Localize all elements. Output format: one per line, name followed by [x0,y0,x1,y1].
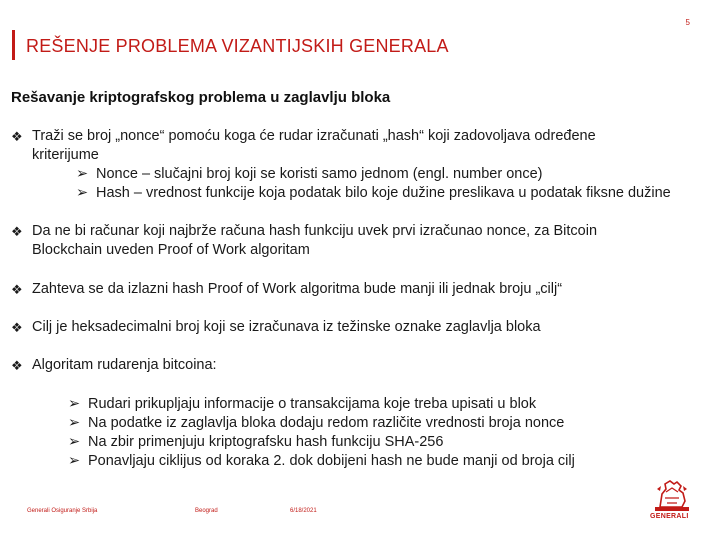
bullet-2-line1: Da ne bi računar koji najbrže računa hash funkciju uvek prvi izračunao nonce, za Bitcoin [32,223,598,239]
bullet-1-sub-2 [76,184,671,203]
sub-arrow-icon: ➢ [76,185,89,201]
page-number: 5 [685,18,690,27]
sub-arrow-icon: ➢ [68,415,81,431]
sub-arrow-icon: ➢ [68,396,81,412]
bullet-4 [11,318,711,337]
bullet-3-line1: Zahteva se da izlazni hash Proof of Work algoritma bude manji ili jednak broju „cilj“ [32,281,563,297]
logo-wordmark: GENERALI [650,513,689,520]
bullet-diamond-icon: ❖ [11,320,23,335]
bullet-4-line1: Cilj je heksadecimalni broj koji se izračunava iz težinske oznake zaglavlja bloka [32,319,541,335]
sub-text: Hash – vrednost funkcije koja podatak bilo koje dužine preslikava u podatak fiksne dužine [96,185,671,201]
bullet-1-line2: kriterijume [32,147,99,163]
footer-city: Beograd [195,508,218,514]
sub-text: Rudari prikupljaju informacije o transakcijama koje treba upisati u blok [88,396,537,412]
slide-title: REŠENJE PROBLEMA VIZANTIJSKIH GENERALA [26,36,449,56]
bullet-5-sub-2 [68,414,564,433]
sub-arrow-icon: ➢ [68,434,81,450]
slide-subtitle: Rešavanje kriptografskog problema u zaglavlju bloka [11,89,391,106]
bullet-5-sub-4 [68,452,575,471]
bullet-1 [11,127,711,165]
bullet-5-sub-3 [68,433,443,452]
bullet-diamond-icon: ❖ [11,224,23,239]
bullet-1-sub-1 [76,165,542,184]
bullet-5 [11,356,711,375]
sub-arrow-icon: ➢ [76,166,89,182]
bullet-diamond-icon: ❖ [11,129,23,144]
sub-text: Na zbir primenjuju kriptografsku hash funkciju SHA-256 [88,434,444,450]
bullet-2-line2: Blockchain uveden Proof of Work algoritam [32,242,310,258]
bullet-5-line1: Algoritam rudarenja bitcoina: [32,357,217,373]
sub-arrow-icon: ➢ [68,453,81,469]
bullet-diamond-icon: ❖ [11,358,23,373]
bullet-1-line1: Traži se broj „nonce“ pomoću koga će rudar izračunati „hash“ koji zadovoljava određene [32,128,596,144]
sub-text: Ponavljaju ciklijus od koraka 2. dok dobijeni hash ne bude manji od broja cilj [88,453,575,469]
footer-date: 6/18/2021 [290,508,317,514]
bullet-2 [11,222,711,260]
bullet-5-sub-1 [68,395,536,414]
bullet-diamond-icon: ❖ [11,282,23,297]
title-accent-bar [12,30,15,60]
sub-text: Na podatke iz zaglavlja bloka dodaju redom različite vrednosti broja nonce [88,415,565,431]
sub-text: Nonce – slučajni broj koji se koristi samo jednom (engl. number once) [96,166,543,182]
footer-company: Generali Osiguranje Srbija [27,508,98,514]
bullet-3 [11,280,711,299]
